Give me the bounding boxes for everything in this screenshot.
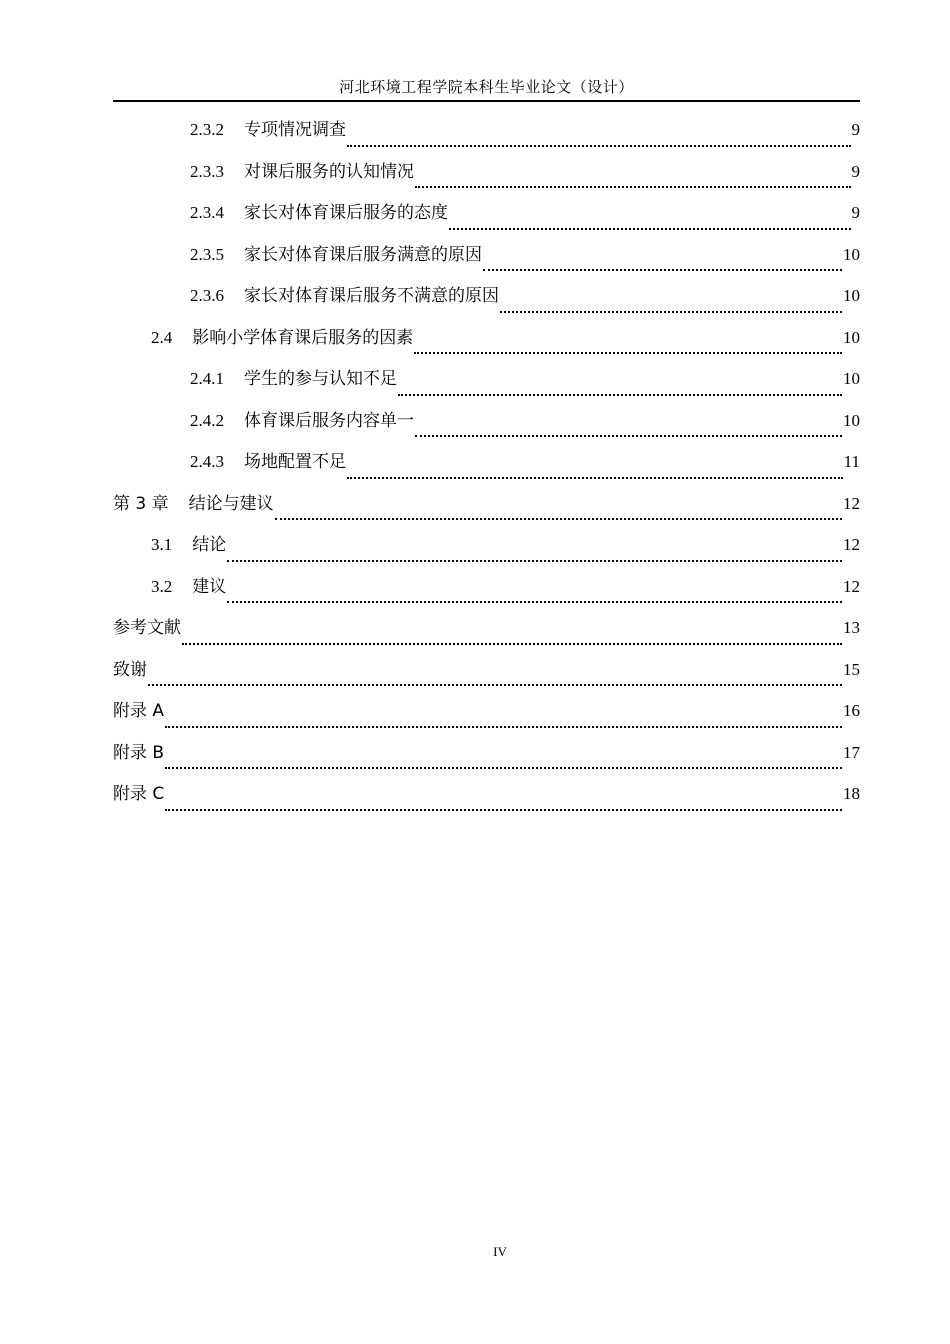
toc-entry[interactable] — [113, 198, 860, 240]
toc-entry-page: 10 — [843, 369, 860, 388]
toc-entry[interactable] — [113, 696, 860, 738]
toc-entry-page: 13 — [843, 618, 860, 637]
toc-entry[interactable] — [113, 530, 860, 572]
toc-entry-number: 2.3.5 — [190, 244, 224, 264]
toc-entry-number: 2.4.1 — [190, 369, 224, 388]
toc-entry-title: 结论 — [192, 535, 227, 555]
toc-entry-page: 9 — [851, 120, 860, 139]
toc-entry-title: 参考文献 — [113, 618, 181, 638]
toc-dot-leader — [449, 228, 851, 230]
toc-entry-title: 附录 C — [113, 784, 165, 804]
toc-entry[interactable] — [113, 157, 860, 199]
toc-dot-leader — [483, 269, 842, 271]
toc-entry-title: 家长对体育课后服务不满意的原因 — [244, 286, 499, 306]
toc-dot-leader — [275, 518, 842, 520]
toc-entry-page: 17 — [843, 742, 860, 762]
toc-entry[interactable] — [113, 572, 860, 614]
toc-dot-leader — [347, 477, 843, 479]
toc-dot-leader — [165, 809, 842, 811]
toc-entry-page: 15 — [843, 659, 860, 679]
toc-entry-number: 第 3 章 — [113, 493, 169, 514]
toc-entry-page: 10 — [843, 286, 860, 305]
toc-entry-title: 家长对体育课后服务的态度 — [244, 203, 448, 223]
header-rule — [113, 100, 860, 102]
toc-entry-page: 12 — [843, 493, 860, 513]
toc-entry[interactable] — [113, 655, 860, 697]
toc-entry-number: 2.3.4 — [190, 203, 224, 222]
toc-entry-number: 2.3.3 — [190, 161, 224, 181]
toc-dot-leader — [500, 311, 842, 313]
toc-entry[interactable] — [113, 115, 860, 157]
toc-entry-page: 12 — [843, 535, 860, 554]
toc-entry[interactable] — [113, 323, 860, 365]
toc-dot-leader — [148, 684, 842, 686]
toc-entry-title: 体育课后服务内容单一 — [244, 410, 414, 431]
toc-entry-title: 专项情况调查 — [244, 120, 346, 140]
toc-dot-leader — [165, 726, 842, 728]
toc-dot-leader — [165, 767, 842, 769]
toc-entry[interactable] — [113, 613, 860, 655]
table-of-contents — [113, 115, 860, 821]
toc-entry-number: 2.3.6 — [190, 286, 224, 305]
toc-entry-page: 16 — [843, 701, 860, 720]
toc-dot-leader — [182, 643, 842, 645]
toc-entry[interactable] — [113, 489, 860, 531]
toc-entry-title: 学生的参与认知不足 — [244, 369, 397, 389]
toc-entry-number: 2.4 — [151, 327, 173, 347]
toc-entry[interactable] — [113, 240, 860, 282]
toc-entry-title: 场地配置不足 — [244, 452, 346, 472]
toc-entry-page: 9 — [851, 161, 860, 181]
toc-entry[interactable] — [113, 447, 860, 489]
toc-dot-leader — [415, 435, 842, 437]
toc-entry-title: 影响小学体育课后服务的因素 — [192, 327, 414, 348]
toc-dot-leader — [347, 145, 851, 147]
toc-dot-leader — [227, 601, 842, 603]
toc-entry-title: 对课后服务的认知情况 — [244, 161, 414, 182]
toc-entry-page: 12 — [843, 576, 860, 596]
page-number: IV — [493, 1244, 507, 1259]
toc-dot-leader — [414, 352, 842, 354]
toc-entry-number: 3.1 — [151, 535, 173, 554]
toc-entry-title: 致谢 — [113, 659, 147, 680]
toc-entry-page: 10 — [843, 410, 860, 430]
toc-entry-number: 3.2 — [151, 576, 173, 596]
toc-entry-number: 2.4.2 — [190, 410, 224, 430]
toc-entry-title: 附录 B — [113, 742, 165, 763]
toc-entry-number: 2.3.2 — [190, 120, 224, 139]
toc-entry-title: 建议 — [192, 576, 227, 597]
toc-entry-title: 结论与建议 — [188, 493, 274, 514]
toc-entry-page: 10 — [843, 327, 860, 347]
toc-dot-leader — [227, 560, 842, 562]
toc-entry[interactable] — [113, 406, 860, 448]
toc-entry-page: 18 — [843, 784, 860, 803]
toc-dot-leader — [415, 186, 851, 188]
toc-entry-title: 家长对体育课后服务满意的原因 — [244, 244, 482, 265]
toc-entry[interactable] — [113, 738, 860, 780]
toc-entry-page: 11 — [843, 452, 860, 471]
toc-entry[interactable] — [113, 281, 860, 323]
toc-entry[interactable] — [113, 364, 860, 406]
toc-entry-page: 10 — [843, 244, 860, 264]
toc-entry-title: 附录 A — [113, 701, 165, 721]
toc-entry-page: 9 — [851, 203, 860, 222]
page-header: 河北环境工程学院本科生毕业论文（设计） — [339, 78, 634, 96]
toc-entry-number: 2.4.3 — [190, 452, 224, 471]
toc-dot-leader — [398, 394, 842, 396]
toc-entry[interactable] — [113, 779, 860, 821]
